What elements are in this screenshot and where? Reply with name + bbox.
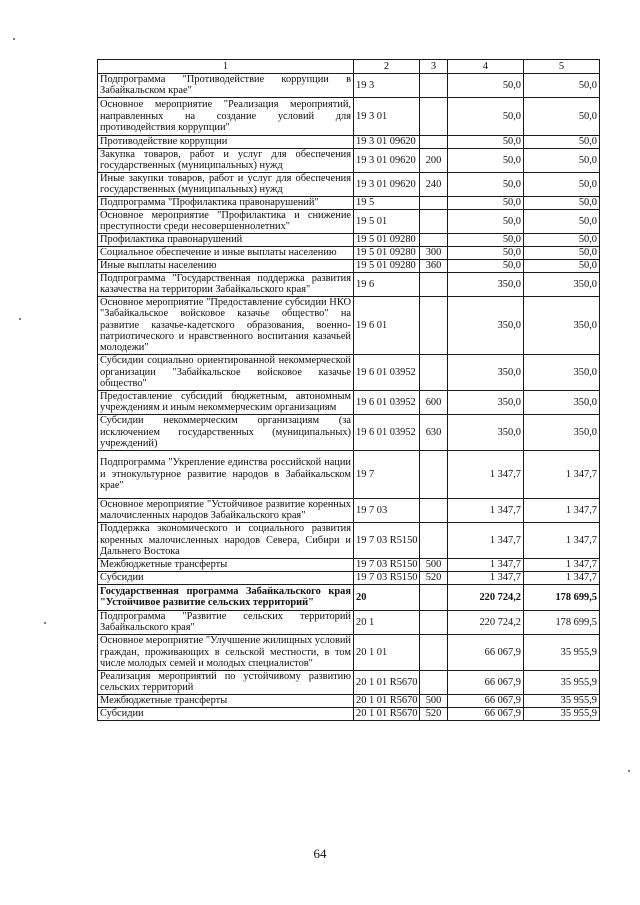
row-name: Подпрограмма "Развитие сельских территорий Забайкальского края" bbox=[98, 610, 354, 634]
row-code: 20 1 01 R5670 bbox=[354, 694, 420, 707]
row-value-2020: 350,0 bbox=[524, 296, 600, 354]
row-value-2019: 350,0 bbox=[448, 414, 524, 450]
row-name: Основное мероприятие "Предоставление субсидии НКО "Забайкальское войсковое казачье общество" на развитие казачье-кадетского образования, военно-патриотического и нравственного воспитания казачьей молодежи" bbox=[98, 296, 354, 354]
table-row bbox=[98, 209, 600, 233]
table-row bbox=[98, 450, 600, 498]
table-row bbox=[98, 498, 600, 522]
row-value-2020: 50,0 bbox=[524, 74, 600, 98]
row-expense-type bbox=[420, 209, 448, 233]
table-row bbox=[98, 135, 600, 148]
table-row bbox=[98, 707, 600, 720]
row-expense-type bbox=[420, 522, 448, 558]
table-row bbox=[98, 74, 600, 98]
row-name: Подпрограмма "Профилактика правонарушений" bbox=[98, 196, 354, 209]
row-value-2019: 66 067,9 bbox=[448, 694, 524, 707]
row-value-2019: 50,0 bbox=[448, 259, 524, 272]
row-expense-type bbox=[420, 74, 448, 98]
row-expense-type: 520 bbox=[420, 707, 448, 720]
row-code: 19 3 01 09620 bbox=[354, 135, 420, 148]
row-name: Закупка товаров, работ и услуг для обеспечения государственных (муниципальных) нужд bbox=[98, 148, 354, 172]
scan-speck bbox=[19, 318, 21, 320]
page-number: 64 bbox=[313, 846, 327, 861]
row-value-2020: 50,0 bbox=[524, 172, 600, 196]
row-value-2020: 350,0 bbox=[524, 414, 600, 450]
row-expense-type: 360 bbox=[420, 259, 448, 272]
row-value-2019: 1 347,7 bbox=[448, 498, 524, 522]
row-value-2020: 350,0 bbox=[524, 272, 600, 296]
row-expense-type bbox=[420, 354, 448, 390]
row-value-2020: 50,0 bbox=[524, 246, 600, 259]
row-expense-type bbox=[420, 450, 448, 498]
row-value-2020: 35 955,9 bbox=[524, 634, 600, 670]
row-value-2020: 50,0 bbox=[524, 196, 600, 209]
row-value-2020: 1 347,7 bbox=[524, 522, 600, 558]
row-expense-type: 600 bbox=[420, 390, 448, 414]
row-code: 20 1 01 R5670 bbox=[354, 670, 420, 694]
row-name: Основное мероприятие "Устойчивое развитие коренных малочисленных народов Забайкальского края" bbox=[98, 498, 354, 522]
row-name: Государственная программа Забайкальского края "Устойчивое развитие сельских территорий" bbox=[98, 584, 354, 610]
table-row bbox=[98, 558, 600, 571]
row-expense-type: 200 bbox=[420, 148, 448, 172]
header-col-5: 5 bbox=[524, 60, 600, 74]
row-expense-type bbox=[420, 296, 448, 354]
row-name: Подпрограмма "Государственная поддержка развития казачества на территории Забайкальского края" bbox=[98, 272, 354, 296]
row-value-2019: 50,0 bbox=[448, 172, 524, 196]
row-name: Основное мероприятие "Улучшение жилищных условий граждан, проживающих в сельской местности, в том числе молодых семей и молодых специалистов" bbox=[98, 634, 354, 670]
table-row bbox=[98, 522, 600, 558]
table-row bbox=[98, 634, 600, 670]
row-value-2020: 1 347,7 bbox=[524, 558, 600, 571]
row-expense-type bbox=[420, 610, 448, 634]
row-name: Субсидии некоммерческим организациям (за исключением государственных (муниципальных) учреждений) bbox=[98, 414, 354, 450]
row-value-2019: 1 347,7 bbox=[448, 522, 524, 558]
row-value-2020: 1 347,7 bbox=[524, 498, 600, 522]
row-code: 19 5 01 09280 bbox=[354, 259, 420, 272]
row-code: 19 7 bbox=[354, 450, 420, 498]
row-name: Основное мероприятие "Профилактика и снижение преступности среди несовершеннолетних" bbox=[98, 209, 354, 233]
table-row bbox=[98, 196, 600, 209]
table-row bbox=[98, 694, 600, 707]
row-expense-type bbox=[420, 196, 448, 209]
row-code: 19 3 01 09620 bbox=[354, 148, 420, 172]
row-code: 19 5 bbox=[354, 196, 420, 209]
row-value-2020: 50,0 bbox=[524, 135, 600, 148]
row-expense-type bbox=[420, 97, 448, 135]
row-name: Основное мероприятие "Реализация мероприятий, направленных на создание условий для противодействия коррупции" bbox=[98, 97, 354, 135]
row-value-2020: 50,0 bbox=[524, 259, 600, 272]
row-value-2020: 50,0 bbox=[524, 233, 600, 246]
row-value-2020: 50,0 bbox=[524, 97, 600, 135]
row-name: Предоставление субсидий бюджетным, автономным учреждениям и иным некоммерческим организациям bbox=[98, 390, 354, 414]
row-name: Субсидии bbox=[98, 707, 354, 720]
row-value-2019: 50,0 bbox=[448, 209, 524, 233]
scan-speck bbox=[13, 38, 15, 40]
row-value-2019: 50,0 bbox=[448, 74, 524, 98]
header-col-3: 3 bbox=[420, 60, 448, 74]
budget-table bbox=[97, 59, 600, 721]
row-value-2019: 50,0 bbox=[448, 135, 524, 148]
row-value-2019: 66 067,9 bbox=[448, 634, 524, 670]
row-expense-type bbox=[420, 584, 448, 610]
row-name: Субсидии социально ориентированной некоммерческой организации "Забайкальское войсковое казачье общество" bbox=[98, 354, 354, 390]
row-name: Профилактика правонарушений bbox=[98, 233, 354, 246]
row-value-2020: 1 347,7 bbox=[524, 571, 600, 584]
row-name: Межбюджетные трансферты bbox=[98, 558, 354, 571]
row-code: 19 3 01 bbox=[354, 97, 420, 135]
table-row bbox=[98, 246, 600, 259]
row-name: Подпрограмма "Противодействие коррупции в Забайкальском крае" bbox=[98, 74, 354, 98]
row-value-2019: 50,0 bbox=[448, 97, 524, 135]
row-code: 19 7 03 R5150 bbox=[354, 522, 420, 558]
row-expense-type: 240 bbox=[420, 172, 448, 196]
row-value-2020: 50,0 bbox=[524, 148, 600, 172]
row-code: 19 6 01 bbox=[354, 296, 420, 354]
row-value-2019: 66 067,9 bbox=[448, 670, 524, 694]
row-expense-type bbox=[420, 670, 448, 694]
row-value-2019: 66 067,9 bbox=[448, 707, 524, 720]
table-row bbox=[98, 233, 600, 246]
row-value-2019: 50,0 bbox=[448, 233, 524, 246]
row-value-2020: 1 347,7 bbox=[524, 450, 600, 498]
row-code: 19 3 01 09620 bbox=[354, 172, 420, 196]
row-expense-type: 500 bbox=[420, 558, 448, 571]
header-col-1: 1 bbox=[98, 60, 354, 74]
row-name: Поддержка экономического и социального развития коренных малочисленных народов Севера, Сибири и Дальнего Востока bbox=[98, 522, 354, 558]
header-row bbox=[98, 60, 600, 74]
header-col-4: 4 bbox=[448, 60, 524, 74]
row-expense-type: 500 bbox=[420, 694, 448, 707]
row-name: Межбюджетные трансферты bbox=[98, 694, 354, 707]
table-row bbox=[98, 610, 600, 634]
table-row bbox=[98, 571, 600, 584]
scan-speck bbox=[44, 622, 46, 624]
row-value-2019: 1 347,7 bbox=[448, 558, 524, 571]
row-code: 19 6 bbox=[354, 272, 420, 296]
row-expense-type bbox=[420, 233, 448, 246]
row-value-2020: 178 699,5 bbox=[524, 584, 600, 610]
row-code: 19 3 bbox=[354, 74, 420, 98]
table-row bbox=[98, 172, 600, 196]
table-row bbox=[98, 354, 600, 390]
row-name: Иные закупки товаров, работ и услуг для обеспечения государственных (муниципальных) нужд bbox=[98, 172, 354, 196]
row-code: 19 7 03 R5150 bbox=[354, 558, 420, 571]
row-value-2020: 178 699,5 bbox=[524, 610, 600, 634]
row-expense-type bbox=[420, 272, 448, 296]
row-code: 19 6 01 03952 bbox=[354, 414, 420, 450]
table-row bbox=[98, 148, 600, 172]
row-name: Иные выплаты населению bbox=[98, 259, 354, 272]
row-name: Субсидии bbox=[98, 571, 354, 584]
row-value-2019: 1 347,7 bbox=[448, 571, 524, 584]
row-name: Социальное обеспечение и иные выплаты населению bbox=[98, 246, 354, 259]
row-value-2019: 350,0 bbox=[448, 272, 524, 296]
scan-speck bbox=[628, 770, 630, 772]
row-code: 19 6 01 03952 bbox=[354, 390, 420, 414]
row-value-2020: 350,0 bbox=[524, 354, 600, 390]
row-code: 19 7 03 bbox=[354, 498, 420, 522]
row-value-2020: 50,0 bbox=[524, 209, 600, 233]
row-value-2019: 50,0 bbox=[448, 246, 524, 259]
row-code: 19 5 01 bbox=[354, 209, 420, 233]
table-row bbox=[98, 272, 600, 296]
row-value-2020: 35 955,9 bbox=[524, 694, 600, 707]
table-row bbox=[98, 296, 600, 354]
row-code: 19 5 01 09280 bbox=[354, 233, 420, 246]
row-expense-type bbox=[420, 634, 448, 670]
row-code: 19 5 01 09280 bbox=[354, 246, 420, 259]
row-value-2019: 1 347,7 bbox=[448, 450, 524, 498]
row-value-2019: 350,0 bbox=[448, 390, 524, 414]
table-row bbox=[98, 390, 600, 414]
row-name: Подпрограмма "Укрепление единства российской нации и этнокультурное развитие народов в Забайкальском крае" bbox=[98, 450, 354, 498]
row-value-2019: 50,0 bbox=[448, 148, 524, 172]
row-value-2019: 350,0 bbox=[448, 354, 524, 390]
row-value-2020: 350,0 bbox=[524, 390, 600, 414]
table-row bbox=[98, 259, 600, 272]
row-code: 20 1 01 bbox=[354, 634, 420, 670]
row-name: Реализация мероприятий по устойчивому развитию сельских территорий bbox=[98, 670, 354, 694]
row-expense-type bbox=[420, 135, 448, 148]
row-code: 19 6 01 03952 bbox=[354, 354, 420, 390]
row-expense-type: 300 bbox=[420, 246, 448, 259]
row-code: 20 1 01 R5670 bbox=[354, 707, 420, 720]
row-value-2019: 50,0 bbox=[448, 196, 524, 209]
row-expense-type: 520 bbox=[420, 571, 448, 584]
table-row bbox=[98, 414, 600, 450]
row-code: 20 bbox=[354, 584, 420, 610]
table-row bbox=[98, 670, 600, 694]
row-value-2019: 220 724,2 bbox=[448, 610, 524, 634]
row-value-2020: 35 955,9 bbox=[524, 707, 600, 720]
row-code: 19 7 03 R5150 bbox=[354, 571, 420, 584]
row-expense-type bbox=[420, 498, 448, 522]
row-value-2019: 220 724,2 bbox=[448, 584, 524, 610]
header-col-2: 2 bbox=[354, 60, 420, 74]
row-value-2019: 350,0 bbox=[448, 296, 524, 354]
table-row bbox=[98, 97, 600, 135]
row-expense-type: 630 bbox=[420, 414, 448, 450]
row-name: Противодействие коррупции bbox=[98, 135, 354, 148]
table-row bbox=[98, 584, 600, 610]
row-code: 20 1 bbox=[354, 610, 420, 634]
row-value-2020: 35 955,9 bbox=[524, 670, 600, 694]
